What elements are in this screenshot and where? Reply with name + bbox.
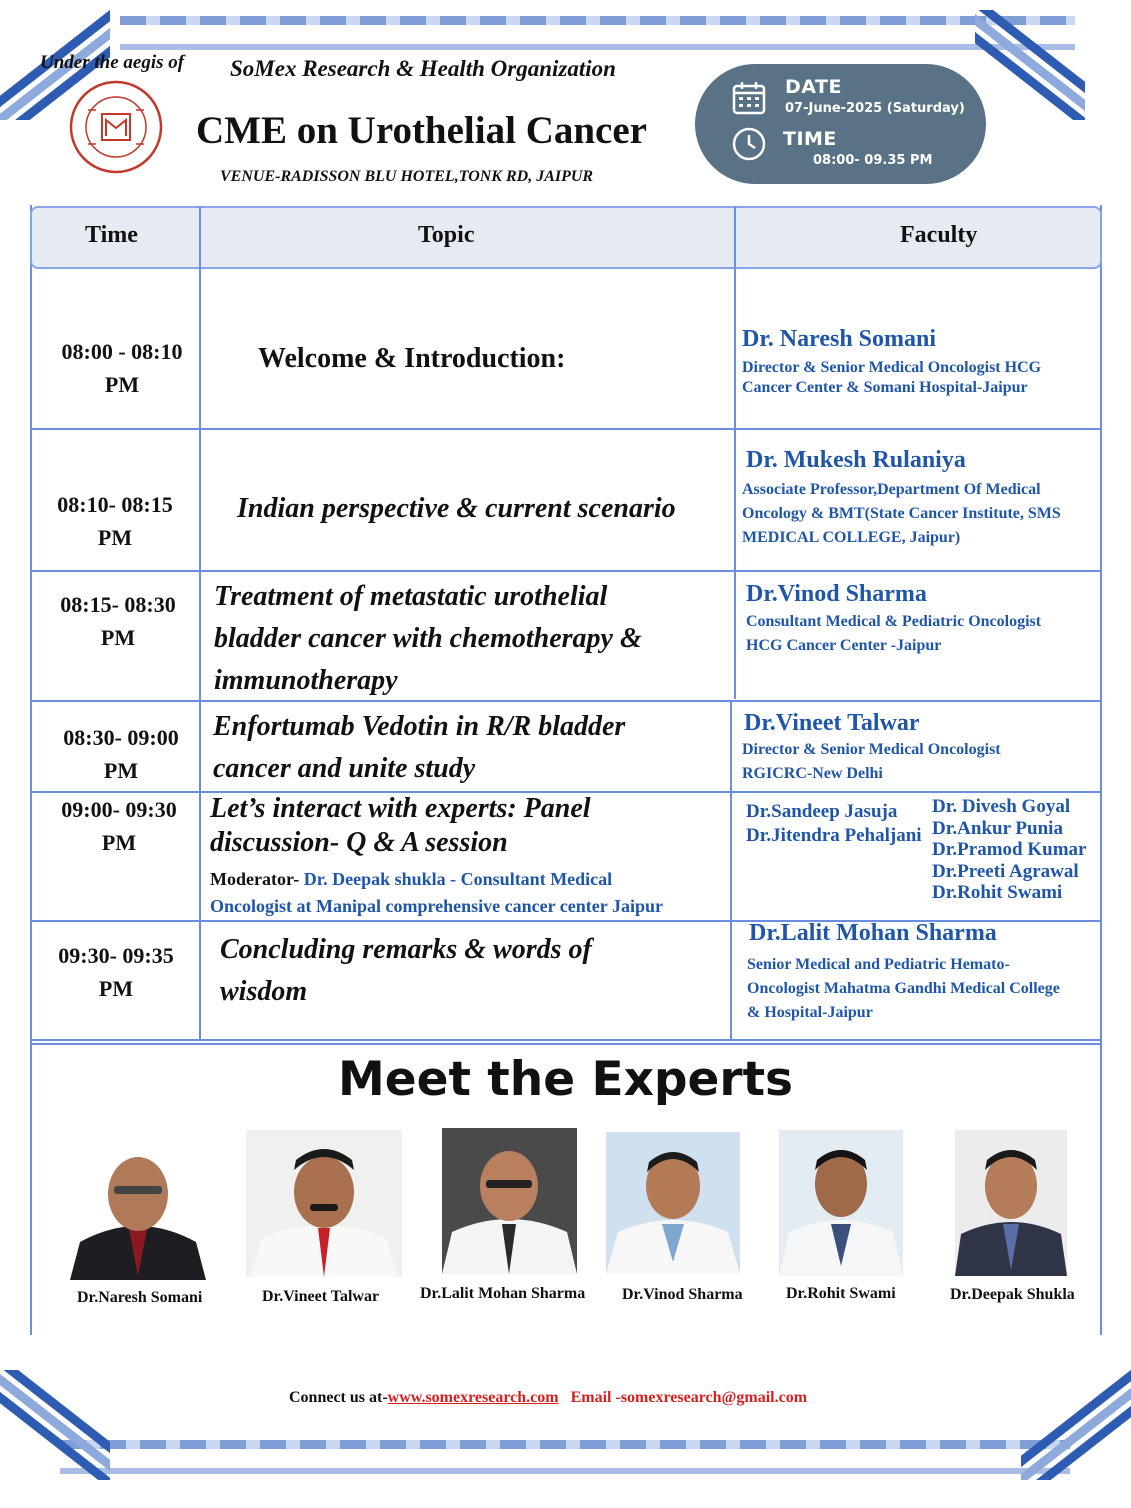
- corner-decoration-top-right: [975, 10, 1085, 120]
- expert-name: Dr.Deepak Shukla: [950, 1286, 1075, 1303]
- faculty-description: [747, 953, 1060, 1025]
- faculty-desc-line: RGICRC-New Delhi: [742, 765, 883, 782]
- topic-line: discussion- Q & A session: [210, 827, 508, 858]
- table-row-time: [33, 588, 203, 654]
- date-label: DATE: [785, 76, 842, 98]
- table-row-topic: [258, 338, 565, 380]
- faculty-description: [742, 358, 1041, 398]
- expert-photo: [955, 1130, 1067, 1276]
- topic-line: bladder cancer with chemotherapy &: [214, 623, 642, 654]
- panelist-name: Dr.Rohit Swami: [932, 882, 1063, 903]
- expert-name: Dr.Vineet Talwar: [262, 1288, 380, 1305]
- panelists-right: [932, 796, 1086, 904]
- panelist-name: Dr. Divesh Goyal: [932, 796, 1071, 817]
- faculty-desc-line: Director & Senior Medical Oncologist: [742, 741, 1001, 758]
- column-divider: [734, 269, 736, 699]
- column-divider: [199, 206, 201, 269]
- table-row-time: [30, 488, 200, 554]
- faculty-name: Dr.Vinod Sharma: [746, 581, 927, 607]
- clock-icon: [731, 126, 767, 162]
- bottom-stripe-thin: [60, 1468, 1070, 1474]
- venue: VENUE-RADISSON BLU HOTEL,TONK RD, JAIPUR: [220, 168, 594, 185]
- time-start-end: 08:30- 09:00: [63, 725, 179, 750]
- topic-line: Let’s interact with experts: Panel: [210, 793, 591, 824]
- time-start-end: 09:30- 09:35: [58, 943, 174, 968]
- date-value: 07-June-2025 (Saturday): [785, 101, 965, 116]
- organization-name: SoMex Research & Health Organization: [230, 56, 616, 81]
- faculty-name: Dr.Vineet Talwar: [744, 710, 920, 736]
- faculty-desc-line: Senior Medical and Pediatric Hemato-: [747, 956, 1010, 973]
- expert-name: Dr.Rohit Swami: [786, 1285, 896, 1302]
- date-time-badge: [695, 64, 986, 184]
- time-period: PM: [101, 830, 137, 855]
- faculty-description: [742, 478, 1061, 550]
- organization-logo: [66, 80, 166, 174]
- time-period: PM: [103, 758, 139, 783]
- topic-line: Treatment of metastatic urothelial: [214, 581, 608, 612]
- table-row-time: [31, 939, 201, 1005]
- row-divider: [30, 1043, 1102, 1045]
- moderator-name: Dr. Deepak shukla - Consultant Medical: [299, 869, 613, 889]
- faculty-desc-line: Consultant Medical & Pediatric Oncologist: [746, 613, 1042, 630]
- faculty-name: Dr. Mukesh Rulaniya: [746, 447, 966, 473]
- row-divider: [30, 428, 1102, 430]
- expert-photo: [606, 1132, 740, 1274]
- expert-name: Dr.Lalit Mohan Sharma: [420, 1285, 586, 1302]
- faculty-desc-line: HCG Cancer Center -Jaipur: [746, 637, 942, 654]
- corner-decoration-bottom-left: [0, 1370, 110, 1480]
- table-row-time: [34, 793, 204, 859]
- calendar-icon: [731, 80, 767, 116]
- header-faculty: Faculty: [900, 222, 978, 248]
- time-start-end: 08:00 - 08:10: [61, 339, 183, 364]
- topic-line: Indian perspective & current scenario: [237, 493, 676, 524]
- time-period: PM: [98, 976, 134, 1001]
- faculty-description: [746, 610, 1041, 658]
- expert-name: Dr.Naresh Somani: [77, 1289, 203, 1306]
- header-time: Time: [85, 222, 138, 248]
- table-row-time: [36, 721, 206, 787]
- topic-line: cancer and unite study: [213, 753, 476, 784]
- expert-name: Dr.Vinod Sharma: [622, 1286, 743, 1303]
- panelist-name: Dr.Preeti Agrawal: [932, 860, 1079, 882]
- topic-line: Enfortumab Vedotin in R/R bladder: [213, 711, 626, 742]
- faculty-desc-line: Oncology & BMT(State Cancer Institute, SMS: [742, 505, 1061, 522]
- event-title: CME on Urothelial Cancer: [196, 109, 647, 152]
- experts-title: Meet the Experts: [337, 1052, 794, 1107]
- connect-label: Connect us at-: [289, 1389, 388, 1406]
- website-link[interactable]: www.somexresearch.com: [387, 1389, 559, 1406]
- top-stripe: [120, 16, 1075, 25]
- faculty-name: Dr. Naresh Somani: [742, 326, 937, 352]
- table-row-topic: [210, 792, 591, 860]
- aegis-label: Under the aegis of: [40, 52, 185, 73]
- column-divider: [730, 700, 732, 1039]
- panelist-name: Dr.Pramod Kumar: [932, 839, 1087, 860]
- expert-photo: [246, 1130, 402, 1277]
- panelist-name: Dr.Ankur Punia: [932, 817, 1063, 839]
- table-row-topic: [213, 706, 625, 790]
- topic-line: Concluding remarks & words of: [220, 934, 592, 965]
- row-divider: [30, 570, 1102, 572]
- faculty-desc-line: & Hospital-Jaipur: [747, 1004, 873, 1021]
- faculty-desc-line: Associate Professor,Department Of Medical: [742, 481, 1041, 498]
- panelist-name: Dr.Jitendra Pehaljani: [746, 825, 922, 846]
- faculty-desc-line: Cancer Center & Somani Hospital-Jaipur: [742, 379, 1028, 396]
- topic-line: Welcome & Introduction:: [258, 343, 566, 374]
- time-period: PM: [97, 525, 133, 550]
- header-topic: Topic: [418, 222, 475, 248]
- panelists-left: [746, 800, 922, 848]
- moderator-label: Moderator-: [210, 869, 300, 889]
- faculty-name: Dr.Lalit Mohan Sharma: [749, 920, 997, 946]
- faculty-desc-line: Oncologist Mahatma Gandhi Medical College: [747, 980, 1060, 997]
- time-period: PM: [104, 372, 140, 397]
- table-row-topic: [220, 929, 592, 1013]
- faculty-desc-line: MEDICAL COLLEGE, Jaipur): [742, 529, 961, 546]
- moderator-line: [210, 866, 730, 920]
- table-row-topic: [214, 576, 642, 702]
- faculty-description: [742, 738, 1001, 786]
- row-divider: [30, 1039, 1102, 1041]
- email-text: Email -somexresearch@gmail.com: [570, 1389, 808, 1406]
- time-label: TIME: [783, 128, 837, 150]
- table-row-topic: [237, 488, 676, 530]
- column-divider: [734, 206, 736, 269]
- top-stripe-thin: [120, 44, 1075, 50]
- topic-line: wisdom: [220, 976, 308, 1007]
- expert-photo: [70, 1136, 206, 1280]
- bottom-stripe: [60, 1440, 1070, 1449]
- time-start-end: 08:10- 08:15: [57, 492, 173, 517]
- topic-line: immunotherapy: [214, 665, 398, 696]
- corner-decoration-bottom-right: [1021, 1370, 1131, 1480]
- expert-photo: [779, 1130, 903, 1276]
- time-start-end: 08:15- 08:30: [60, 592, 176, 617]
- time-value: 08:00- 09.35 PM: [813, 153, 933, 168]
- expert-photo: [442, 1128, 577, 1274]
- moderator-affiliation: Oncologist at Manipal comprehensive cancer center Jaipur: [210, 896, 663, 916]
- faculty-desc-line: Director & Senior Medical Oncologist HCG: [742, 359, 1042, 376]
- contact-line: [289, 1389, 807, 1407]
- time-start-end: 09:00- 09:30: [61, 797, 177, 822]
- time-period: PM: [100, 625, 136, 650]
- table-row-time: [37, 335, 207, 401]
- panelist-name: Dr.Sandeep Jasuja: [746, 801, 898, 822]
